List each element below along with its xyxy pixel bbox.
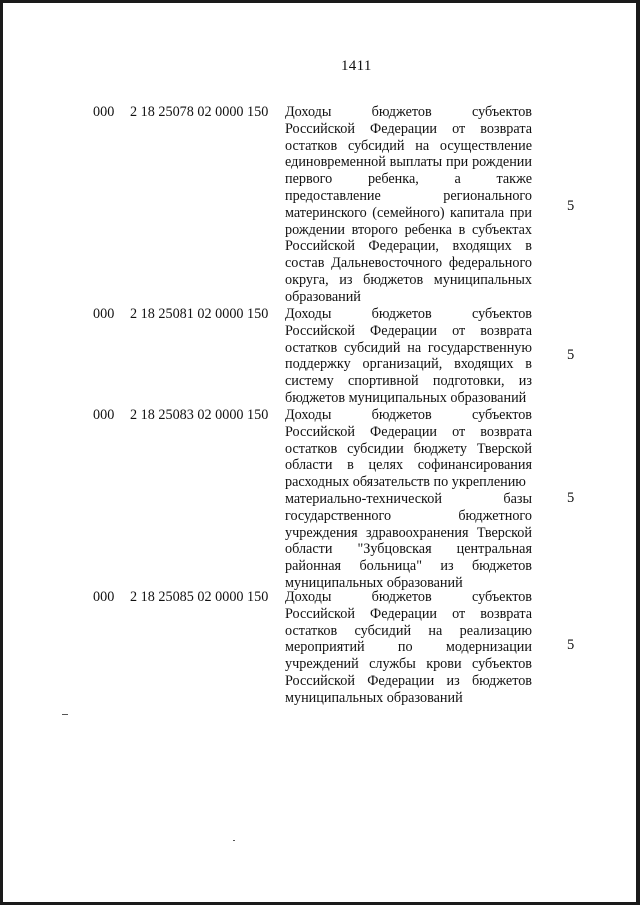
description-line: материально-технической базы (285, 490, 532, 507)
scan-speck (62, 714, 68, 715)
row-value: 5 (567, 637, 575, 653)
description-line: Доходы бюджетов субъектов (285, 589, 532, 605)
description-line: Российской Федерации от возврата (285, 605, 532, 622)
income-description (285, 589, 532, 707)
income-description (285, 407, 532, 592)
scan-speck (233, 840, 235, 841)
description-line: Доходы бюджетов субъектов (285, 407, 532, 423)
description-line: муниципальных образований (285, 689, 463, 706)
description-line: систему спортивной подготовки, из (285, 373, 532, 390)
description-line: области "Зубцовская центральная (285, 541, 532, 558)
description-line: Российской Федерации от возврата (285, 423, 532, 440)
description-line: остатков субсидий на осуществление (285, 137, 532, 154)
description-line: остатков субсидии бюджету Тверской (285, 440, 532, 457)
description-line: остатков субсидий на государственную (285, 339, 532, 356)
description-line: учреждения здравоохранения Тверской (285, 524, 532, 541)
description-line: государственного бюджетного (285, 507, 532, 524)
description-line: области в целях софинансирования (285, 457, 532, 474)
admin-code: 000 (93, 306, 115, 322)
income-description (285, 306, 532, 407)
description-line: мероприятий по модернизации (285, 639, 532, 656)
admin-code: 000 (93, 104, 115, 120)
description-line: Российской Федерации из бюджетов (285, 672, 532, 689)
description-line: состав Дальневосточного федерального (285, 255, 532, 272)
budget-classification-code: 2 18 25078 02 0000 150 (130, 104, 269, 120)
page-number: 1411 (341, 58, 372, 74)
description-line: расходных обязательств по укреплению (285, 474, 526, 491)
budget-classification-code: 2 18 25083 02 0000 150 (130, 407, 269, 423)
description-line: материнского (семейного) капитала при (285, 204, 532, 221)
row-value: 5 (567, 347, 575, 363)
description-line: поддержку организаций, входящих в (285, 356, 532, 373)
description-line: учреждений службы крови субъектов (285, 656, 532, 673)
description-line: рождении второго ребенка в субъектах (285, 221, 532, 238)
income-description (285, 104, 532, 306)
budget-classification-code: 2 18 25085 02 0000 150 (130, 589, 269, 605)
description-line: предоставление регионального (285, 187, 532, 204)
description-line: районная больница" из бюджетов (285, 558, 532, 575)
row-value: 5 (567, 198, 575, 214)
description-line: Доходы бюджетов субъектов (285, 306, 532, 322)
admin-code: 000 (93, 589, 115, 605)
description-line: образований (285, 288, 361, 305)
description-line: Российской Федерации от возврата (285, 120, 532, 137)
description-line: остатков субсидий на реализацию (285, 622, 532, 639)
description-line: муниципальных образований (285, 574, 463, 591)
admin-code: 000 (93, 407, 115, 423)
description-line: единовременной выплаты при рождении (285, 154, 532, 171)
description-line: первого ребенка, а также (285, 171, 532, 188)
description-line: Российской Федерации, входящих в (285, 238, 532, 255)
description-line: бюджетов муниципальных образований (285, 389, 527, 406)
budget-classification-code: 2 18 25081 02 0000 150 (130, 306, 269, 322)
row-value: 5 (567, 490, 575, 506)
description-line: округа, из бюджетов муниципальных (285, 271, 532, 288)
description-line: Доходы бюджетов субъектов (285, 104, 532, 120)
description-line: Российской Федерации от возврата (285, 322, 532, 339)
